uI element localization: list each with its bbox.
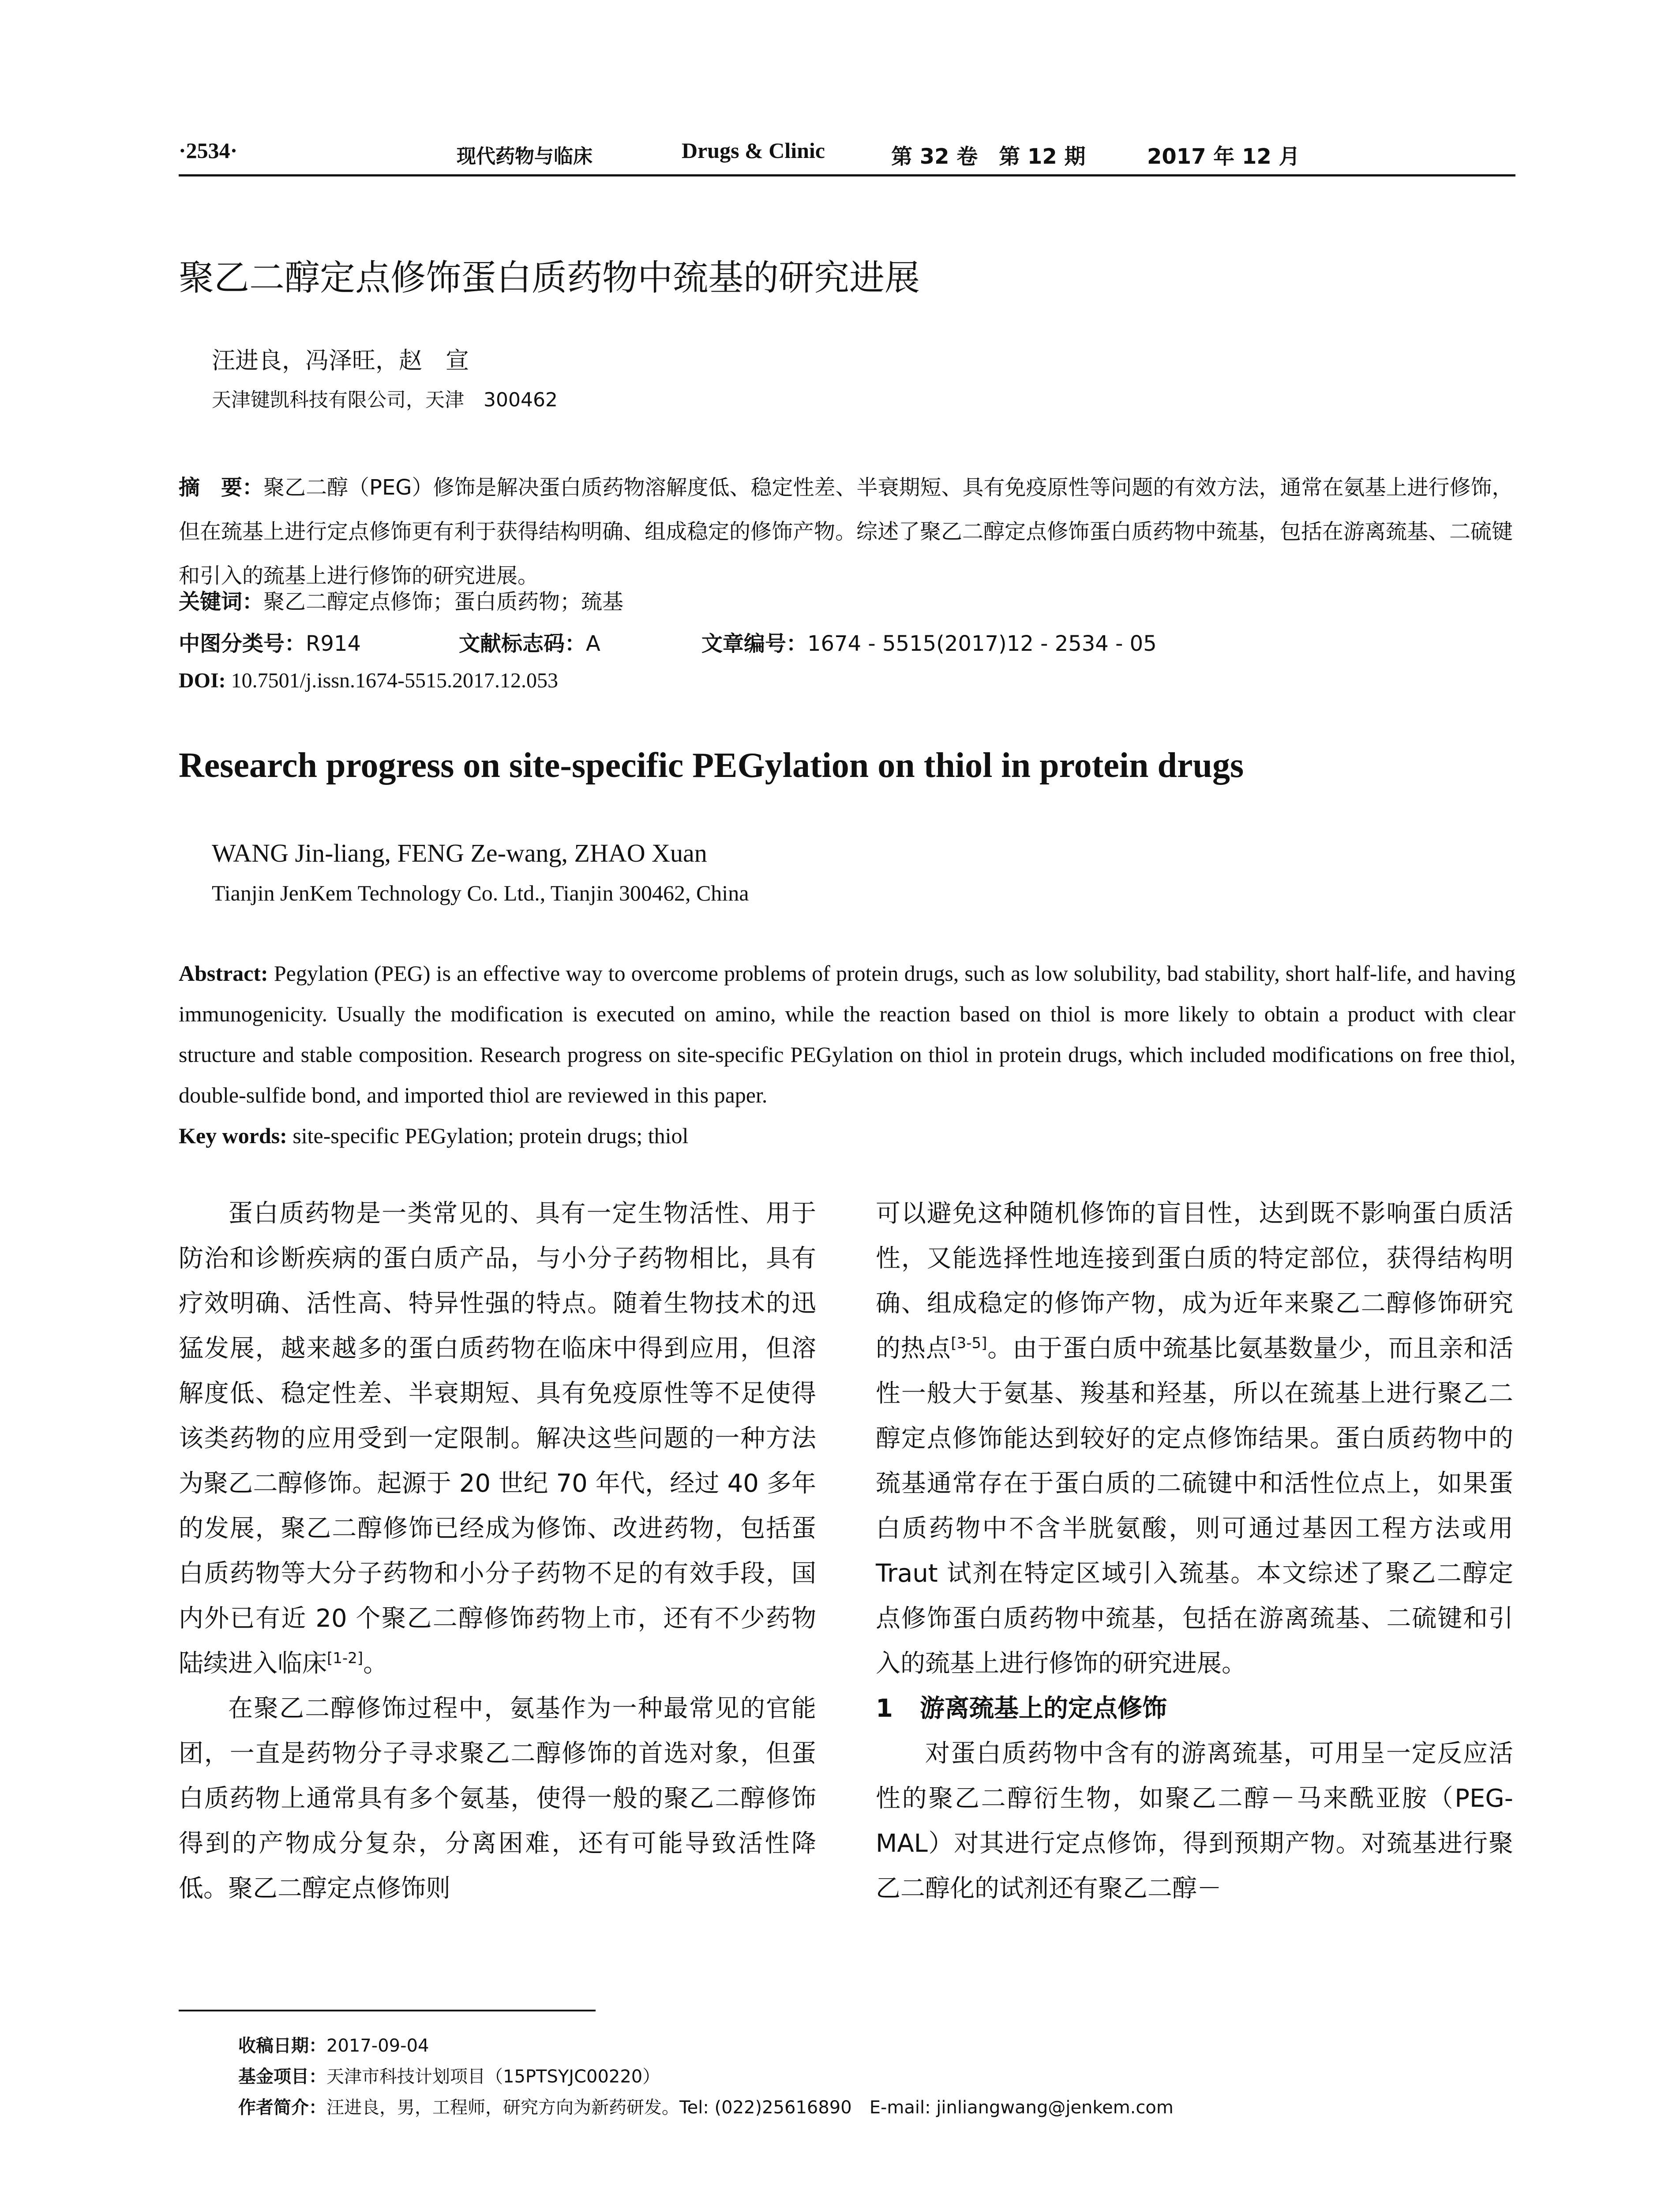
page-number: ·2534·: [179, 138, 238, 163]
doi: [179, 668, 558, 693]
journal-name-cn: 现代药物与临床: [457, 145, 592, 168]
affiliation-cn: 天津键凯科技有限公司，天津 300462: [212, 389, 558, 411]
document-code-label: 文献标志码：: [459, 631, 586, 656]
article-number: [701, 627, 1157, 657]
abstract-cn-text: 聚乙二醇（PEG）修饰是解决蛋白质药物溶解度低、稳定性差、半衰期短、具有免疫原性等问题的有效方法，通常在氨基上进行修饰，但在巯基上进行定点修饰更有利于获得结构明确、组成稳定的修饰产物。综述了聚乙二醇定点修饰蛋白质药物中巯基，包括在游离巯基、二硫键和引入的巯基上进行修饰的研究进展。: [179, 475, 1513, 588]
abstract-en-text: Pegylation (PEG) is an effective way to overcome problems of protein drugs, such as low solubility, bad stability, short half-life, and having immunogenicity. Usually the modification is executed on amino, while the reaction based on thiol is more likely to obtain a product with clear structure and stable composition. Research progress on site-specific PEGylation on thiol in protein drugs, which included modifications on free thiol, double-sulfide bond, and imported thiol are reviewed in this paper.: [179, 961, 1515, 1107]
body-text: 可以避免这种随机修饰的盲目性，达到既不影响蛋白质活性，又能选择性地连接到蛋白质的特定部位，获得结构明确、组成稳定的修饰产物，成为近年来聚乙二醇修饰研究的热点: [876, 1199, 1513, 1363]
body-paragraph: 在聚乙二醇修饰过程中，氨基作为一种最常见的官能团，一直是药物分子寻求聚乙二醇修饰的首选对象，但蛋白质药物上通常具有多个氨基，使得一般的聚乙二醇修饰得到的产物成分复杂，分离困难，还有可能导致活性降低。聚乙二醇定点修饰则: [179, 1694, 816, 1903]
citation[interactable]: [1-2]: [327, 1649, 364, 1667]
article-number-label: 文章编号：: [701, 631, 808, 656]
footnote-rule: [179, 2010, 596, 2011]
citation[interactable]: [3-5]: [951, 1334, 987, 1352]
authors-cn: 汪进良，冯泽旺，赵 宣: [212, 347, 469, 374]
doi-label: DOI:: [179, 669, 226, 692]
document-code-value: A: [586, 631, 600, 656]
author-bio-label: 作者简介：: [238, 2097, 326, 2118]
affiliation-en: Tianjin JenKem Technology Co. Ltd., Tianjin 300462, China: [212, 881, 749, 905]
keywords-en-label: Key words:: [179, 1123, 287, 1148]
issue-date: 2017 年 12 月: [1147, 144, 1300, 169]
body-paragraph: [179, 1191, 816, 1686]
abstract-cn: [179, 465, 1515, 598]
article-title-en: Research progress on site-specific PEGylation on thiol in protein drugs: [179, 746, 1244, 785]
body-column-left: [179, 1191, 816, 1911]
article-number-value: 1674 - 5515(2017)12 - 2534 - 05: [807, 631, 1157, 656]
keywords-cn: [179, 585, 623, 615]
received-value: 2017-09-04: [326, 2036, 429, 2056]
author-bio: [238, 2093, 1174, 2119]
clc-label: 中图分类号：: [179, 631, 306, 656]
keywords-cn-label: 关键词：: [179, 589, 264, 614]
body-text: 。: [363, 1649, 388, 1678]
article-title-cn: 聚乙二醇定点修饰蛋白质药物中巯基的研究进展: [179, 257, 920, 298]
authors-en: WANG Jin-liang, FENG Ze-wang, ZHAO Xuan: [212, 839, 707, 867]
section-title: 游离巯基上的定点修饰: [920, 1694, 1167, 1723]
section-number: 1: [876, 1694, 893, 1723]
received-label: 收稿日期：: [238, 2036, 326, 2056]
document-code: [459, 627, 600, 657]
body-column-right: [876, 1191, 1513, 1911]
doi-link[interactable]: 10.7501/j.issn.1674-5515.2017.12.053: [231, 669, 559, 692]
body-paragraph: 对蛋白质药物中含有的游离巯基，可用呈一定反应活性的聚乙二醇衍生物，如聚乙二醇－马来酰亚胺（PEG-MAL）对其进行定点修饰，得到预期产物。对巯基进行聚乙二醇化的试剂还有聚乙二醇－: [876, 1739, 1513, 1903]
body-text: 蛋白质药物是一类常见的、具有一定生物活性、用于防治和诊断疾病的蛋白质产品，与小分子药物相比，具有疗效明确、活性高、特异性强的特点。随着生物技术的迅猛发展，越来越多的蛋白质药物在临床中得到应用，但溶解度低、稳定性差、半衰期短、具有免疫原性等不足使得该类药物的应用受到一定限制。解决这些问题的一种方法为聚乙二醇修饰。起源于 20 世纪 70 年代，经过 40 多年的发展，聚乙二醇修饰已经成为修饰、改进药物，包括蛋白质药物等大分子药物和小分子药物不足的有效手段，国内外已有近 20 个聚乙二醇修饰药物上市，还有不少药物陆续进入临床: [179, 1199, 817, 1678]
fund-label: 基金项目：: [238, 2067, 326, 2087]
abstract-cn-label: 摘 要：: [179, 475, 264, 500]
section-heading: [876, 1686, 1513, 1731]
body-text: 。由于蛋白质中巯基比氨基数量少，而且亲和活性一般大于氨基、羧基和羟基，所以在巯基上进行聚乙二醇定点修饰能达到较好的定点修饰结果。蛋白质药物中的巯基通常存在于蛋白质的二硫键中和活性位点上，如果蛋白质药物中不含半胱氨酸，则可通过基因工程方法或用 Traut 试剂在特定区域引入巯基。本文综述了聚乙二醇定点修饰蛋白质药物中巯基，包括在游离巯基、二硫键和引入的巯基上进行修饰的研究进展。: [876, 1334, 1514, 1678]
author-bio-value: 汪进良，男，工程师，研究方向为新药研发。Tel: (022)25616890 E-mail: jinliangwang@jenkem.com: [326, 2097, 1174, 2118]
received-date: [238, 2032, 429, 2057]
abstract-en: [179, 953, 1515, 1156]
header-rule: [179, 174, 1515, 176]
clc-value: R914: [306, 631, 361, 656]
volume-issue: 第 32 卷 第 12 期: [891, 144, 1086, 169]
clc-number: [179, 627, 361, 657]
keywords-cn-text: 聚乙二醇定点修饰；蛋白质药物；巯基: [263, 589, 624, 614]
body-paragraph: [876, 1191, 1513, 1686]
abstract-en-label: Abstract:: [179, 961, 268, 986]
fund-project: [238, 2063, 660, 2088]
journal-name-en: Drugs & Clinic: [682, 138, 825, 163]
keywords-en-text: site-specific PEGylation; protein drugs; thiol: [292, 1123, 689, 1148]
fund-value: 天津市科技计划项目（15PTSYJC00220）: [326, 2067, 660, 2087]
